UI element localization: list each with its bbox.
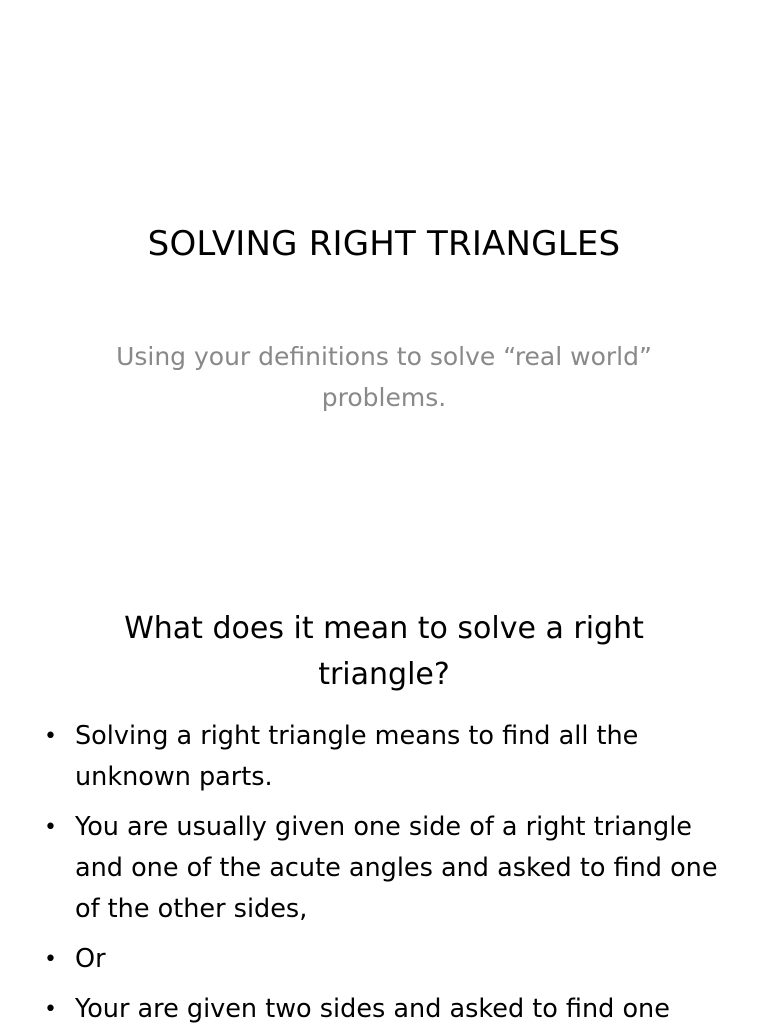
bullet-icon: • bbox=[44, 997, 57, 1022]
content-slide bbox=[0, 576, 768, 1024]
bullet-text: Solving a right triangle means to find all the unknown parts. bbox=[75, 721, 639, 792]
list-item bbox=[0, 939, 768, 980]
bullet-icon: • bbox=[44, 815, 57, 840]
bullet-text: Your are given two sides and asked to find one bbox=[75, 994, 670, 1024]
list-item bbox=[0, 716, 768, 798]
bullet-text: Or bbox=[75, 944, 106, 974]
list-item bbox=[0, 989, 768, 1024]
bullet-list bbox=[0, 716, 768, 1024]
slide-subtitle: Using your definitions to solve “real world” problems. bbox=[116, 342, 652, 412]
slide-heading: What does it mean to solve a right triangle? bbox=[124, 611, 644, 692]
slide-title: SOLVING RIGHT TRIANGLES bbox=[147, 224, 621, 264]
list-item bbox=[0, 807, 768, 930]
bullet-icon: • bbox=[44, 724, 57, 749]
bullet-text: You are usually given one side of a right triangle and one of the acute angles and asked to find one of the other sides, bbox=[75, 812, 718, 924]
bullet-icon: • bbox=[44, 947, 57, 972]
